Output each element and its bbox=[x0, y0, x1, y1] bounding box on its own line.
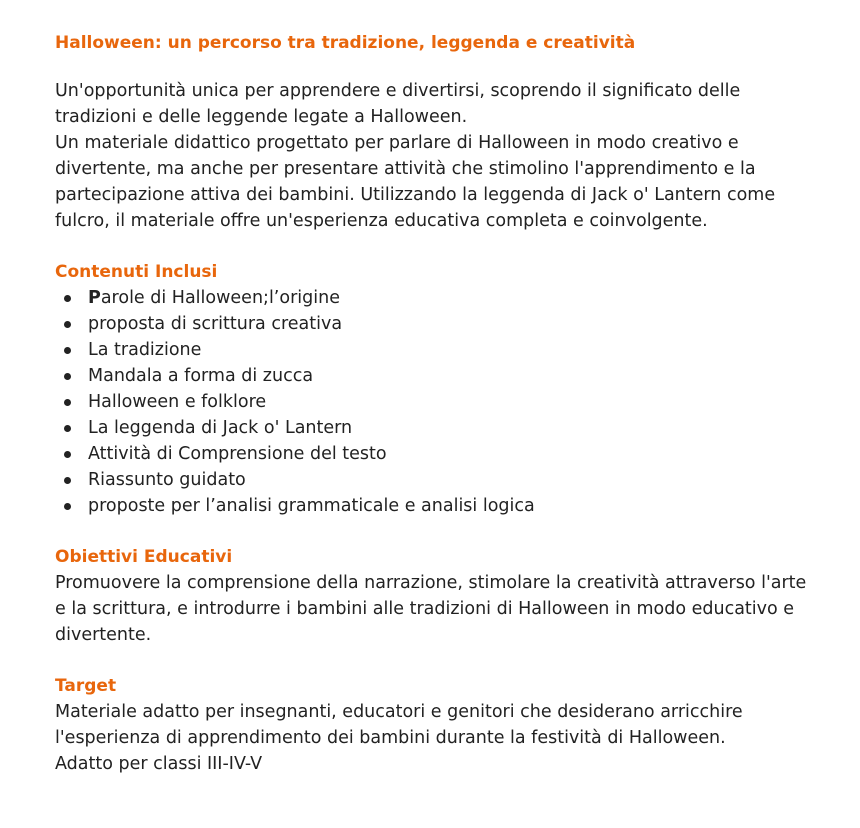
obiettivi-paragraph: Promuovere la comprensione della narrazione, stimolare la creatività attraverso l'arte e la scrittura, e introdurre i bambini alle tradizioni di Halloween in modo educativo e divertente. bbox=[55, 573, 807, 645]
bullet-icon bbox=[64, 295, 71, 302]
list-item-text: Riassunto guidato bbox=[88, 470, 246, 490]
bullet-icon bbox=[64, 399, 71, 406]
list-item-text: proposta di scrittura creativa bbox=[88, 314, 343, 334]
obiettivi-heading: Obiettivi Educativi bbox=[55, 547, 233, 567]
target-paragraph: Materiale adatto per insegnanti, educatori e genitori che desiderano arricchire l'esperienza di apprendimento dei bambini durante la festività di Halloween. bbox=[55, 702, 743, 748]
list-item bbox=[55, 415, 820, 441]
page-title: Halloween: un percorso tra tradizione, leggenda e creatività bbox=[55, 33, 636, 53]
bullet-icon bbox=[64, 477, 71, 484]
list-item bbox=[55, 441, 820, 467]
intro-paragraph-2: Un materiale didattico progettato per parlare di Halloween in modo creativo e divertente, ma anche per presentare attività che stimolino l'apprendimento e la partecipazione attiva dei bambini. Utilizzando la leggenda di Jack o' Lantern come fulcro, il materiale offre un'esperienza educativa completa e coinvolgente. bbox=[55, 133, 776, 231]
bullet-icon bbox=[64, 347, 71, 354]
list-item bbox=[55, 285, 820, 311]
list-item-text: Attività di Comprensione del testo bbox=[88, 444, 387, 464]
list-item bbox=[55, 493, 820, 519]
intro-section bbox=[55, 78, 820, 234]
list-item-text: La tradizione bbox=[88, 340, 202, 360]
bullet-icon bbox=[64, 451, 71, 458]
list-item bbox=[55, 467, 820, 493]
list-item-text: Halloween e folklore bbox=[88, 392, 267, 412]
list-item-initial: P bbox=[88, 288, 101, 308]
contenuti-heading: Contenuti Inclusi bbox=[55, 262, 218, 282]
target-classes: Adatto per classi III-IV-V bbox=[55, 754, 263, 774]
list-item-text: arole di Halloween;l’origine bbox=[100, 288, 340, 308]
target-section bbox=[55, 699, 820, 777]
bullet-icon bbox=[64, 503, 71, 510]
bullet-icon bbox=[64, 321, 71, 328]
list-item bbox=[55, 337, 820, 363]
list-item-text: Mandala a forma di zucca bbox=[88, 366, 314, 386]
contenuti-list bbox=[55, 285, 820, 519]
list-item bbox=[55, 363, 820, 389]
intro-paragraph-1: Un'opportunità unica per apprendere e divertirsi, scoprendo il significato delle tradizioni e delle leggende legate a Halloween. bbox=[55, 81, 741, 127]
list-item-text: La leggenda di Jack o' Lantern bbox=[88, 418, 353, 438]
list-item bbox=[55, 311, 820, 337]
bullet-icon bbox=[64, 373, 71, 380]
list-item bbox=[55, 389, 820, 415]
target-heading: Target bbox=[55, 676, 117, 696]
list-item-text: proposte per l’analisi grammaticale e analisi logica bbox=[88, 496, 535, 516]
bullet-icon bbox=[64, 425, 71, 432]
